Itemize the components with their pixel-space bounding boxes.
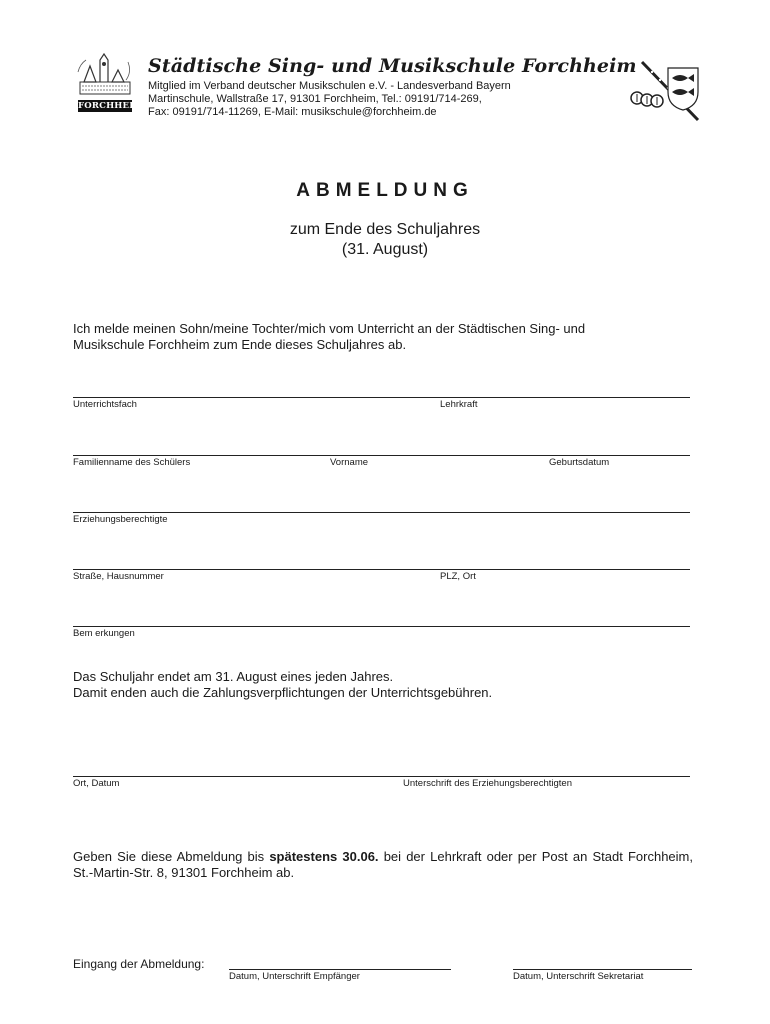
contact-line: Fax: 09191/714-11269, E-Mail: musikschule@forchheim.de <box>148 106 437 118</box>
receiver-signature-label: Datum, Unterschrift Empfänger <box>229 971 360 982</box>
school-name: Städtische Sing- und Musikschule Forchheim <box>148 55 637 77</box>
association-line: Mitglied im Verband deutscher Musikschulen e.V. - Landesverband Bayern <box>148 80 511 92</box>
deadline-notice <box>73 849 693 881</box>
student-name-line[interactable] <box>73 455 690 456</box>
remarks-label: Bem erkungen <box>73 628 135 639</box>
notice-deadline: spätestens 30.06. <box>269 849 379 864</box>
notice-text-after: bei der Lehrkraft oder per Post an Stadt Forchheim, St.-Martin-Str. 8, 91301 Forchheim ab. <box>73 849 693 880</box>
signature-line[interactable] <box>73 776 690 777</box>
receipt-label: Eingang der Abmeldung: <box>73 957 205 971</box>
intro-paragraph <box>73 321 693 353</box>
firstname-label: Vorname <box>330 457 369 468</box>
street-label: Straße, Hausnummer <box>73 571 164 582</box>
subtitle-line2: (31. August) <box>341 241 429 258</box>
city-logo <box>76 52 143 116</box>
notice-text-before: Geben Sie diese Abmeldung bis <box>73 849 270 864</box>
surname-label: Familienname des Schülers <box>73 457 191 468</box>
secretary-signature-label: Datum, Unterschrift Sekretariat <box>513 971 644 982</box>
guardian-label: Erziehungsberechtigte <box>73 514 168 525</box>
info-paragraph <box>73 669 693 701</box>
guardian-line[interactable] <box>73 512 690 513</box>
info-line2: Damit enden auch die Zahlungsverpflichtungen der Unterrichtsgebühren. <box>73 685 493 700</box>
subject-teacher-line[interactable] <box>73 397 690 398</box>
music-school-logo <box>628 58 702 124</box>
page-title: ABMELDUNG <box>296 180 474 201</box>
subject-label: Unterrichtsfach <box>73 399 137 410</box>
secretary-signature-line[interactable] <box>513 969 692 970</box>
info-line1: Das Schuljahr endet am 31. August eines jeden Jahres. <box>73 669 394 684</box>
address-field-line[interactable] <box>73 569 690 570</box>
intro-line2: Musikschule Forchheim zum Ende dieses Schuljahres ab. <box>73 337 407 352</box>
birthdate-label: Geburtsdatum <box>549 457 610 468</box>
remarks-line[interactable] <box>73 626 690 627</box>
receiver-signature-line[interactable] <box>229 969 451 970</box>
logo-city-name: FORCHHEIM <box>78 101 143 111</box>
guardian-signature-label: Unterschrift des Erziehungsberechtigten <box>403 778 572 789</box>
city-label: PLZ, Ort <box>440 571 476 582</box>
intro-line1: Ich melde meinen Sohn/meine Tochter/mich vom Unterricht an der Städtischen Sing- und <box>73 321 586 336</box>
teacher-label: Lehrkraft <box>440 399 478 410</box>
address-line: Martinschule, Wallstraße 17, 91301 Forchheim, Tel.: 09191/714-269, <box>148 93 482 105</box>
flute-and-shield-icon <box>628 58 702 124</box>
subtitle-line1: zum Ende des Schuljahres <box>289 221 481 238</box>
place-date-label: Ort, Datum <box>73 778 120 789</box>
